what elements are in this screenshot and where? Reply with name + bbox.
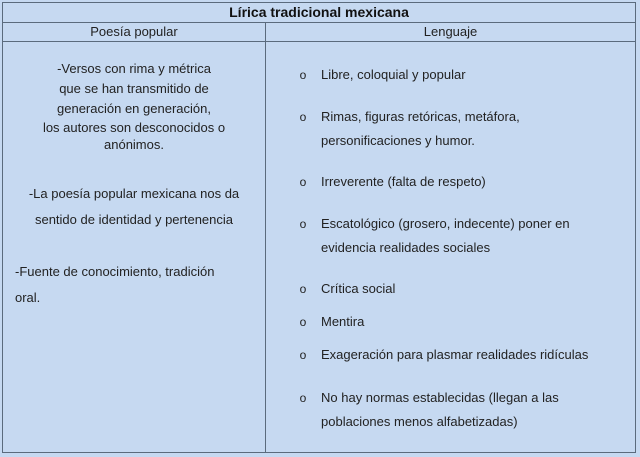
text-line: generación en generación, xyxy=(57,101,211,116)
column-divider xyxy=(265,23,266,452)
bullet-icon: o xyxy=(299,391,307,405)
text-line: que se han transmitido de xyxy=(59,81,209,96)
list-item-text: Libre, coloquial y popular xyxy=(321,67,466,82)
content-table xyxy=(2,2,636,453)
list-item-text: Escatológico (grosero, indecente) poner en xyxy=(321,216,570,231)
text-line: los autores son desconocidos o xyxy=(42,120,226,135)
list-item xyxy=(271,105,631,153)
list-item-text: personificaciones y humor. xyxy=(321,133,475,148)
table-title: Lírica tradicional mexicana xyxy=(3,3,635,23)
list-item-text: evidencia realidades sociales xyxy=(321,240,491,255)
text-line: -Fuente de conocimiento, tradición xyxy=(15,264,215,279)
text-line: -Versos con rima y métrica xyxy=(57,61,211,76)
bullet-icon: o xyxy=(299,315,307,329)
list-item xyxy=(271,63,631,87)
left-paragraph-conocimiento xyxy=(15,259,260,311)
left-paragraph-versos xyxy=(3,59,265,153)
list-item-text: Crítica social xyxy=(321,281,396,296)
bullet-icon: o xyxy=(299,110,307,124)
list-item-text: No hay normas establecidas (llegan a las xyxy=(321,390,559,405)
bullet-icon: o xyxy=(299,282,307,296)
list-item xyxy=(271,277,631,301)
list-item-text: Irreverente (falta de respeto) xyxy=(321,174,486,189)
column-header-lenguaje: Lenguaje xyxy=(423,24,478,39)
list-item xyxy=(271,343,631,367)
list-item-text: Exageración para plasmar realidades ridículas xyxy=(321,347,589,362)
list-item xyxy=(271,212,631,260)
bullet-icon: o xyxy=(299,217,307,231)
list-item xyxy=(271,386,631,434)
text-line: oral. xyxy=(15,290,41,305)
list-item xyxy=(271,310,631,334)
left-paragraph-identidad xyxy=(3,181,265,233)
list-item-text: poblaciones menos alfabetizadas) xyxy=(321,414,518,429)
text-line: anónimos. xyxy=(104,137,164,152)
list-item-text: Mentira xyxy=(321,314,365,329)
bullet-icon: o xyxy=(299,175,307,189)
text-line: sentido de identidad y pertenencia xyxy=(34,212,234,227)
column-header-poesia-popular: Poesía popular xyxy=(90,24,178,39)
header-divider xyxy=(3,41,635,42)
bullet-icon: o xyxy=(299,68,307,82)
list-item-text: Rimas, figuras retóricas, metáfora, xyxy=(321,109,520,124)
bullet-icon: o xyxy=(299,348,307,362)
list-item xyxy=(271,170,631,194)
text-line: -La poesía popular mexicana nos da xyxy=(28,186,240,201)
